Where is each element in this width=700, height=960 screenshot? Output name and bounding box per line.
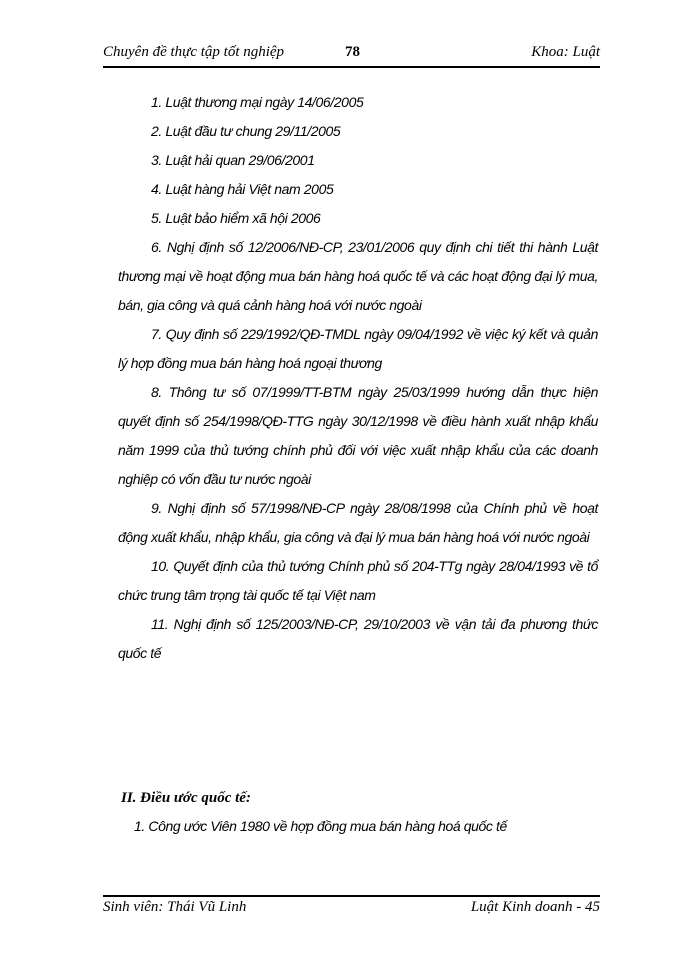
page-header — [103, 44, 600, 64]
list-item: 6. Nghị định số 12/2006/NĐ-CP, 23/01/2006 quy định chi tiết thi hành Luật thương mại về hoạt động mua bán hàng hoá quốc tế và các hoạt động đại lý mua, bán, gia công và quá cảnh hàng hoá với nước ngoài — [118, 239, 598, 313]
list-item: 9. Nghị định số 57/1998/NĐ-CP ngày 28/08/1998 của Chính phủ về hoạt động xuất khẩu, nhập khẩu, gia công và đại lý mua bán hàng hoá với nước ngoài — [118, 500, 598, 545]
list-item: 4. Luật hàng hải Việt nam 2005 — [151, 181, 334, 197]
header-faculty: Khoa: Luật — [531, 44, 600, 60]
header-document-title: Chuyên đề thực tập tốt nghiệp — [103, 44, 285, 60]
footer-student: Sinh viên: Thái Vũ Linh — [103, 899, 247, 915]
list-item: 8. Thông tư số 07/1999/TT-BTM ngày 25/03/1999 hướng dẫn thực hiện quyết định số 254/1998/QĐ-TTG ngày 30/12/1998 về điều hành xuất nhập khẩu năm 1999 của thủ tướng chính phủ đối với việc xuất nhập khẩu của các doanh nghiệp có vốn đầu tư nước ngoài — [118, 384, 598, 487]
list-item: 5. Luật bảo hiểm xã hội 2006 — [151, 210, 321, 226]
section-list-item: 1. Công ước Viên 1980 về hợp đồng mua bán hàng hoá quốc tế — [134, 818, 507, 834]
list-item: 10. Quyết định của thủ tướng Chính phủ số 204-TTg ngày 28/04/1993 về tổ chức trung tâm trọng tài quốc tế tại Việt nam — [118, 558, 598, 603]
footer-program: Luật Kinh doanh - 45 — [470, 899, 600, 915]
header-page-number: 78 — [345, 44, 360, 60]
footer-rule — [103, 895, 600, 897]
list-item: 11. Nghị định số 125/2003/NĐ-CP, 29/10/2003 về vận tải đa phương thức quốc tế — [118, 616, 598, 661]
list-item: 1. Luật thương mại ngày 14/06/2005 — [151, 94, 364, 110]
list-item: 2. Luật đầu tư chung 29/11/2005 — [151, 123, 341, 139]
header-rule — [103, 66, 600, 68]
reference-list — [118, 88, 598, 668]
list-item: 3. Luật hải quan 29/06/2001 — [151, 152, 315, 168]
section-heading: II. Điều ước quốc tế: — [121, 790, 251, 806]
list-item: 7. Quy định số 229/1992/QĐ-TMDL ngày 09/04/1992 về việc ký kết và quản lý hợp đồng mua bán hàng hoá ngoại thương — [118, 326, 598, 371]
page-footer — [103, 899, 600, 919]
